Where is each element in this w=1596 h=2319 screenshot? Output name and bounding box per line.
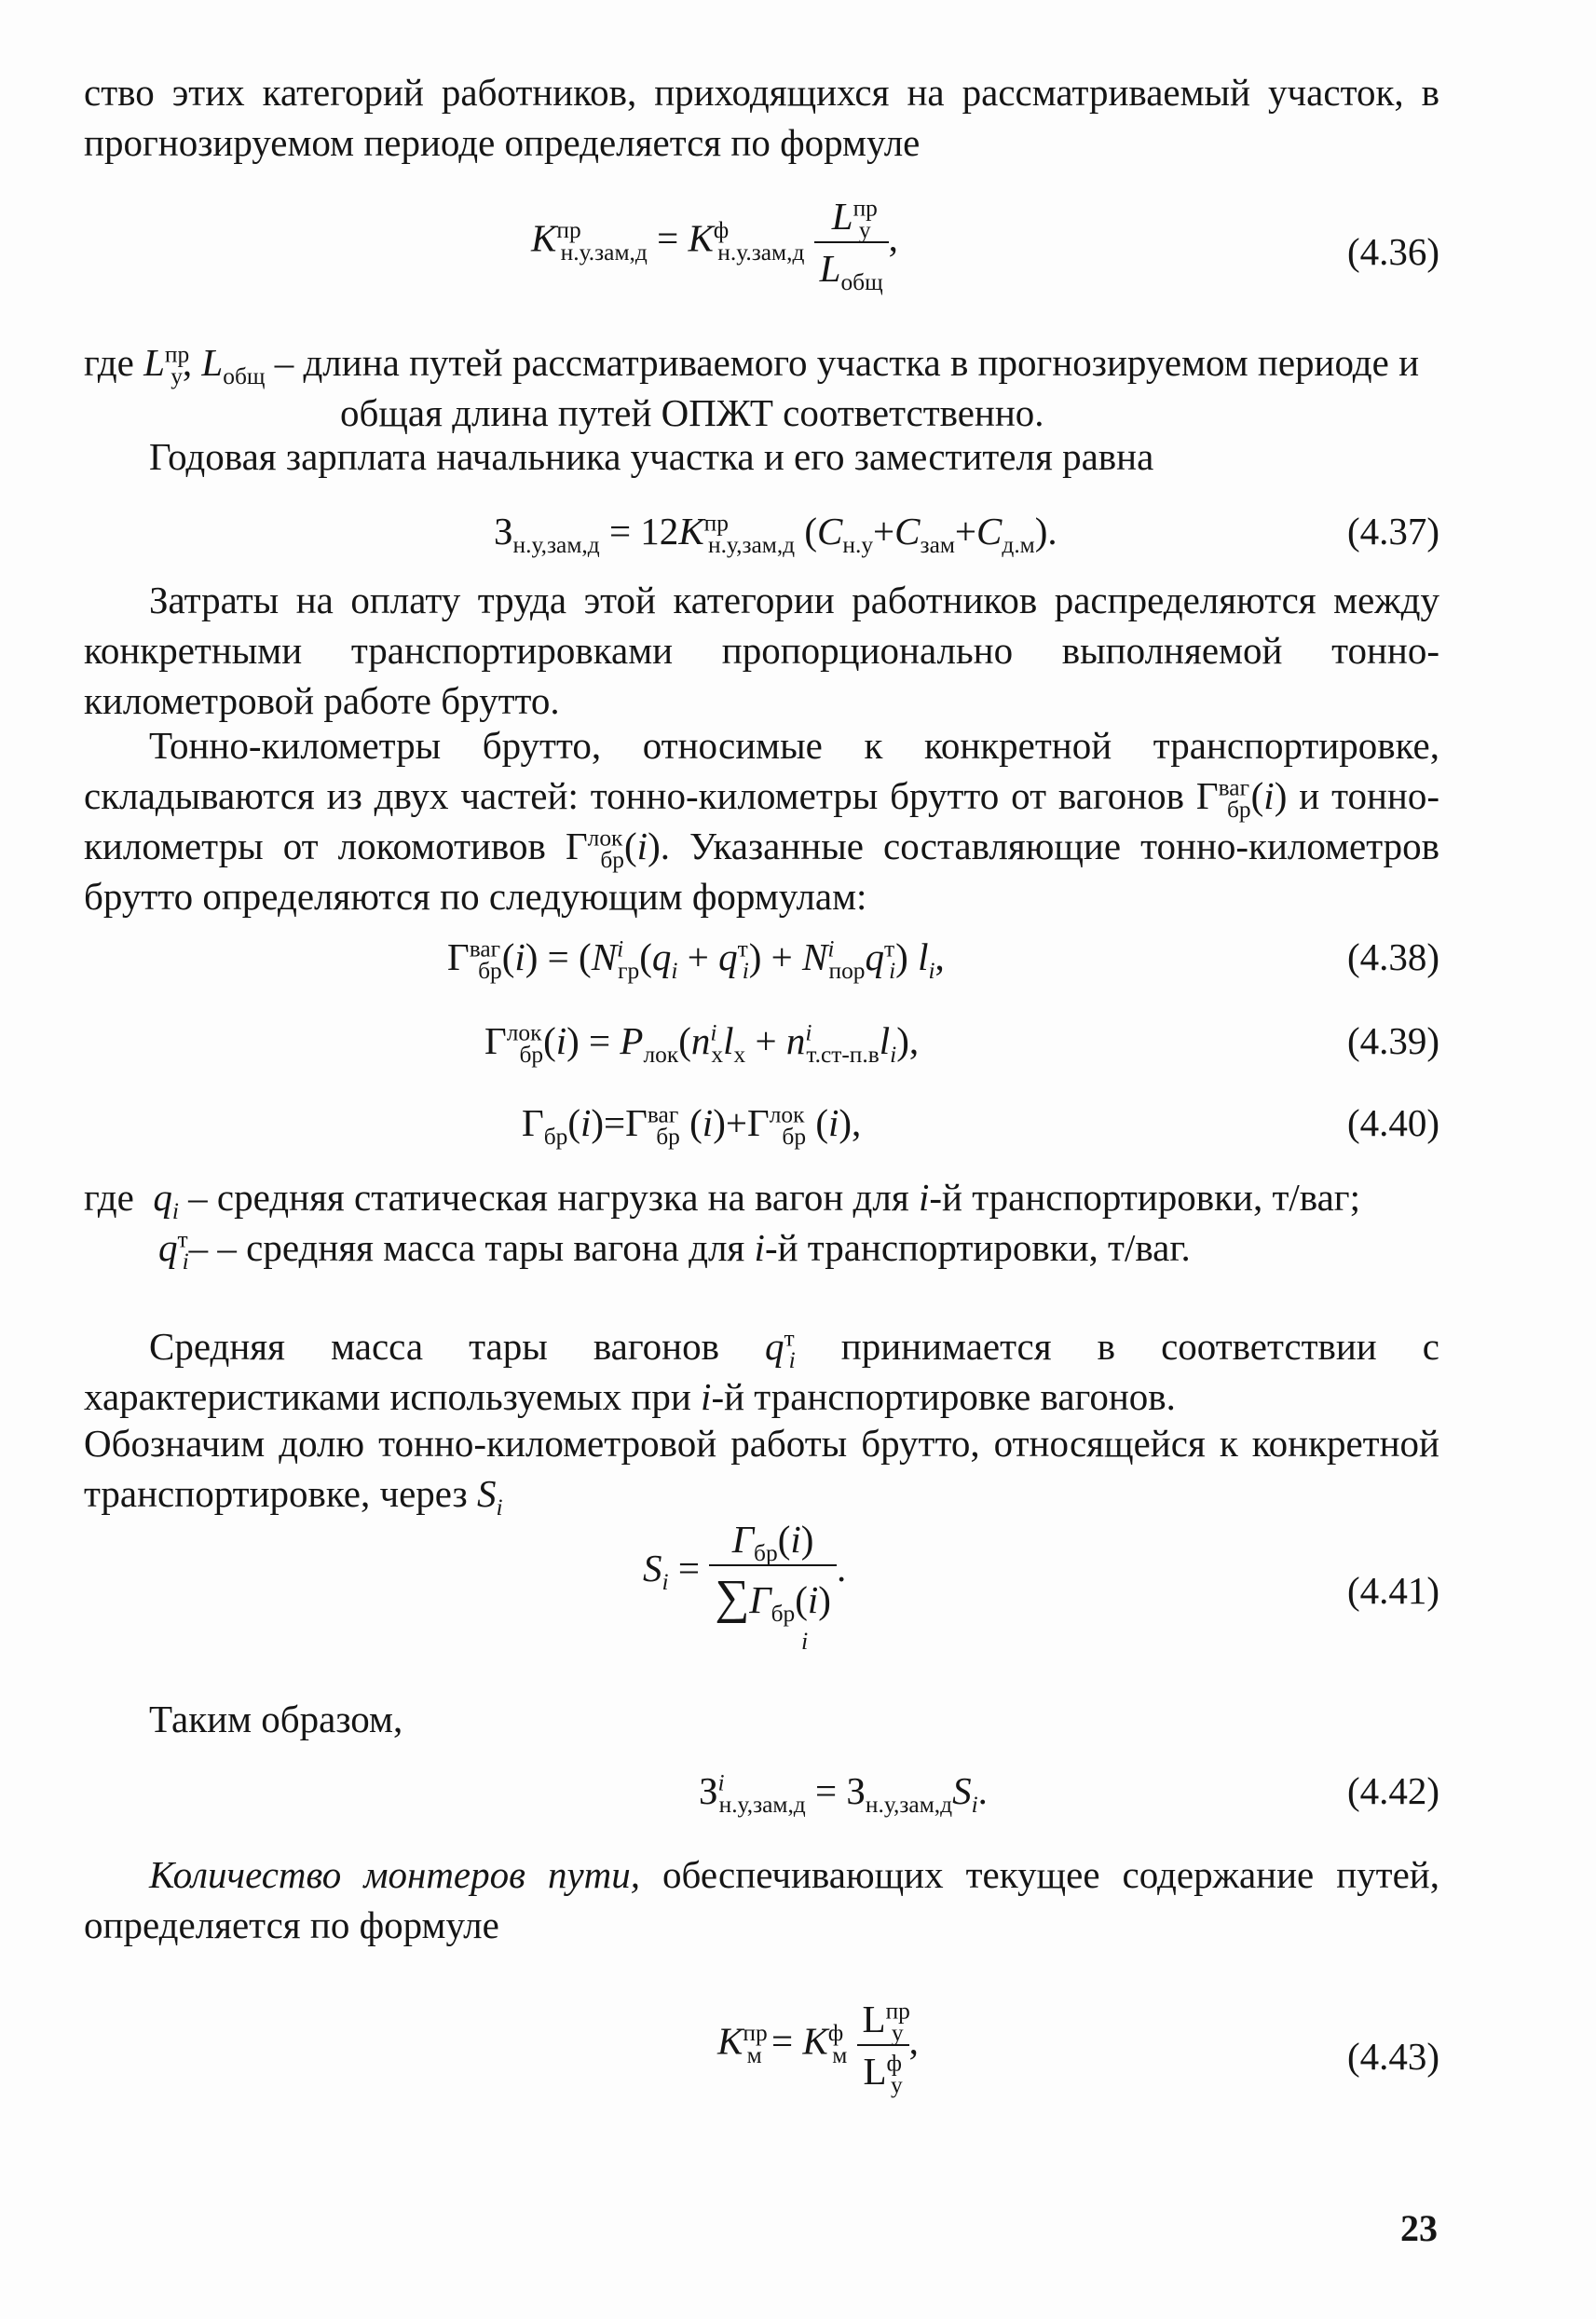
paragraph-thus: Таким образом, xyxy=(149,1698,403,1740)
formula: $K^{пр}_{н.у.зам,д} = K^ф_{н.у.зам,д}$ $\frac{L^{пр}_у}{L_{общ}}$ , xyxy=(531,195,898,296)
paragraph-costs: Затраты на оплату труда этой категории работников распределяются между конкретными транспортировками пропорционально выполняемой тонно-километровой работе брутто. xyxy=(84,579,1439,723)
formula: $S_i$ = $\frac{Г_{бр}(i)}{\sum Г_{бр}(i)}$ . i xyxy=(643,1518,847,1655)
equation-4-40 xyxy=(84,1098,1439,1153)
equation-4-36 xyxy=(84,191,1439,312)
paragraph-gross-tkm: Тонно-километры брутто, относимые к конкретной транспортировке, складываются из двух частей: тонно-километры брутто от вагонов $Г^{ваг}_{бр}(i)$ и тонно-километры от локомотивов $Г^{лок}_{бр}(i)$. Указанные составляющие тонно-километров брутто определяются по следующим формулам: xyxy=(84,724,1439,919)
formula: $Г_{бр}(i)=Г^{ваг}_{бр}$ $(i)+Г^{лок}_{бр}$ (i), xyxy=(522,1101,862,1151)
equation-number: (4.43) xyxy=(1346,2035,1439,2078)
equation-4-41 xyxy=(84,1514,1439,1663)
formula: $З^i_{н.у,зам,д} = З_{н.у,зам,д}S_i$. xyxy=(699,1769,988,1819)
formula: $З_{н.у,зам,д} = 12K^{пр}_{н.у,зам,д}$ $(C_{н.у}+C_{зам}+C_{д.м})$. xyxy=(494,510,1057,559)
paragraph-text: ство этих категорий работников, приходящихся на рассматриваемый участок, в прогнозируемом периоде определяется по формуле xyxy=(84,71,1439,165)
equation-number: (4.36) xyxy=(1346,230,1439,273)
equation-number: (4.41) xyxy=(1346,1569,1439,1612)
equation-4-42 xyxy=(84,1766,1439,1821)
formula: $Г^{ваг}_{бр}(i) = (N^i_{гр}(q_i + q^т_i) + N^i_{пор}q^т_i)$ $l_i$, xyxy=(447,935,945,985)
equation-number: (4.38) xyxy=(1346,935,1439,978)
equation-number: (4.39) xyxy=(1346,1019,1439,1062)
equation-number: (4.40) xyxy=(1346,1101,1439,1144)
paragraph-tare: Средняя масса тары вагонов $q^т_i$ принимается в соответствии с характеристиками используемых при i-й транспортировке вагонов. xyxy=(84,1325,1440,1419)
paragraph-share: Обозначим долю тонно-километровой работы брутто, относящейся к конкретной транспортировке, через $S_i$ xyxy=(84,1422,1439,1521)
equation-4-39 xyxy=(84,1016,1439,1071)
equation-4-43 xyxy=(84,1994,1439,2134)
where-block-q: где $q_i$ – средняя статическая нагрузка на вагон для i-й транспортировки, т/ваг; $q^т_i-$ – средняя масса тары вагона для i-й транспортировки, т/ваг. xyxy=(84,1176,1360,1275)
equation-4-37 xyxy=(84,506,1439,562)
equation-number: (4.42) xyxy=(1346,1769,1439,1812)
formula: $Г^{лок}_{бр}(i) = P_{лок}(n^i_хl_х + n^i_{т.ст-п.в}l_i)$, xyxy=(484,1019,920,1069)
paragraph-track-workers: Количество монтеров пути, обеспечивающих текущее содержание путей, определяется по формуле xyxy=(84,1853,1439,1947)
page-number: 23 xyxy=(1400,2207,1438,2250)
paragraph-intro xyxy=(84,67,1439,168)
formula: $K^{пр}_м = K^ф_м$ $\frac{L^{пр}_у}{L^ф_у}$ , xyxy=(717,1998,919,2099)
equation-4-38 xyxy=(84,932,1439,988)
paragraph-salary: Годовая зарплата начальника участка и его заместителя равна xyxy=(149,435,1154,478)
where-block-4-36: где $L^{пр}_у$, $L_{общ}$ – длина путей рассматриваемого участка в прогнозируемом периоде и общая длина путей ОПЖТ соответственно. xyxy=(84,341,1420,435)
equation-number: (4.37) xyxy=(1346,510,1439,552)
